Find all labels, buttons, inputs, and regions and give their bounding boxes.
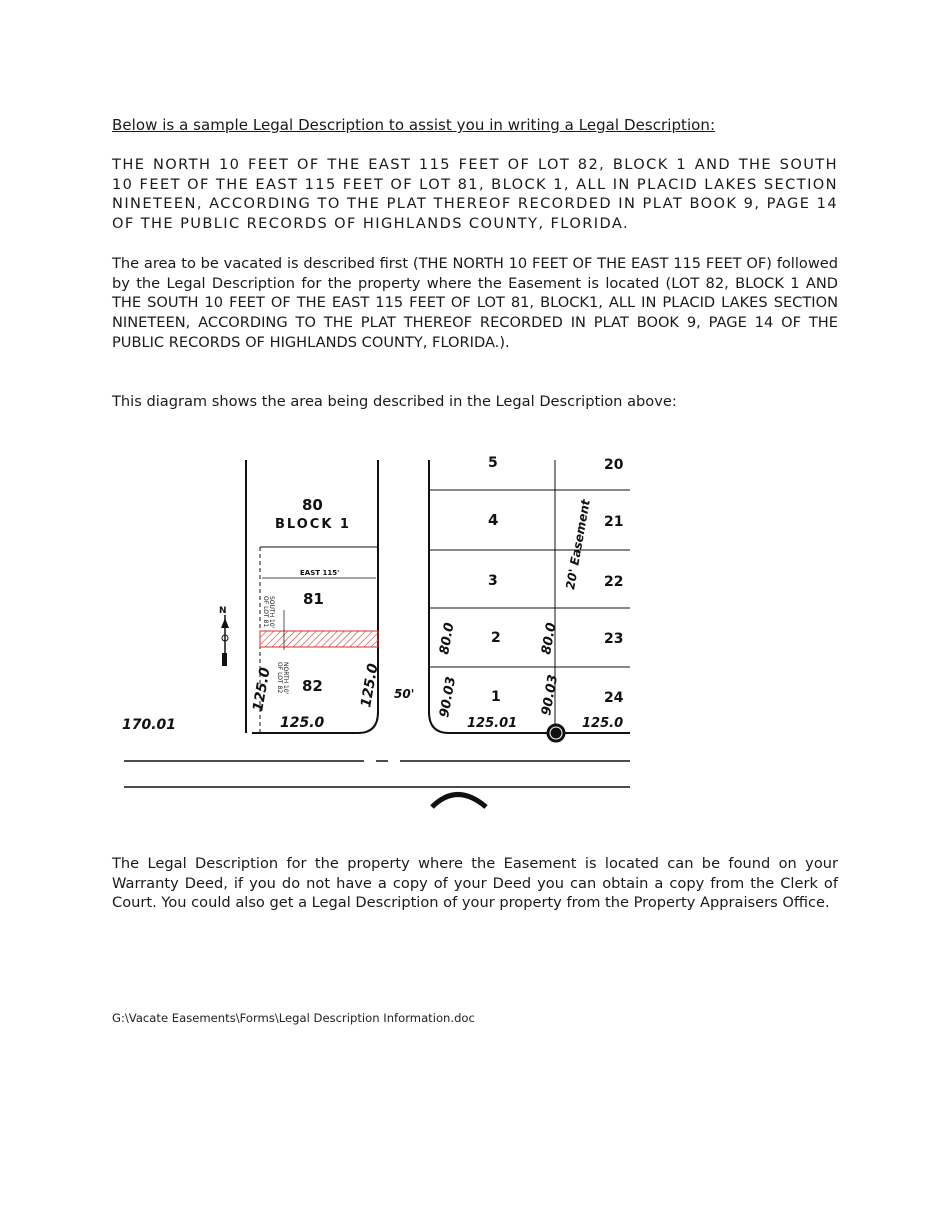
dim-80-left: 80.0	[437, 621, 458, 656]
lot-21-label: 21	[604, 514, 624, 530]
east-115-label: EAST 115'	[300, 569, 340, 577]
heading: Below is a sample Legal Description to assist you in writing a Legal Description:	[112, 116, 716, 134]
lot-1-label: 1	[491, 689, 501, 705]
south-lot81-label: OF LOT 81	[262, 596, 269, 628]
easement-label: 20' Easement	[563, 498, 593, 591]
right-dim-125: 125.0	[358, 662, 382, 709]
dim-9003-left: 90.03	[437, 675, 460, 719]
diagram-intro: This diagram shows the area being described in the Legal Description above:	[112, 393, 677, 410]
bottom-dim-12501: 125.01	[467, 716, 518, 731]
file-path-footer: G:\Vacate Easements\Forms\Legal Description Information.doc	[112, 1011, 475, 1025]
north-10-label: NORTH 10'	[282, 662, 289, 695]
bottom-dim-1250-right: 125.0	[582, 716, 624, 731]
lot-3-label: 3	[488, 573, 498, 589]
vacate-explanation: The area to be vacated is described first (THE NORTH 10 FEET OF THE EAST 115 FEET OF) followed by the Legal Description for the property where the Easement is located (LOT 82, BLOCK 1 AND THE SOUTH 10 FEET OF THE EAST 115 FEET OF LOT 81, BLOCK1, ALL IN PLACID LAKES SECTION NINETEEN, ACCORDING TO THE PLAT THEREOF RECORDED IN PLAT BOOK 9, PAGE 14 OF THE PUBLIC RECORDS OF HIGHLANDS COUNTY, FLORIDA.).	[112, 255, 838, 351]
north-arrow-label: N	[219, 606, 227, 616]
easement-area-highlight	[260, 631, 378, 647]
north-lot82-label: OF LOT 82	[276, 662, 283, 694]
dim-9003-right: 90.03	[539, 673, 562, 717]
lot-5-label: 5	[488, 455, 498, 471]
street-lines	[124, 761, 630, 787]
lot-80-label: 80	[302, 496, 323, 514]
sample-legal-description: THE NORTH 10 FEET OF THE EAST 115 FEET OF LOT 82, BLOCK 1 AND THE SOUTH 10 FEET OF THE EAST 115 FEET OF LOT 81, BLOCK 1, ALL IN PLACID LAKES SECTION NINETEEN, ACCORDING TO THE PLAT THEREOF RECORDED IN PLAT BOOK 9, PAGE 14 OF THE PUBLIC RECORDS OF HIGHLANDS COUNTY, FLORIDA.	[112, 156, 838, 233]
street-dim-170: 170.01	[122, 717, 177, 733]
lot-4-label: 4	[488, 511, 499, 529]
south-10-label: SOUTH 10'	[268, 596, 275, 629]
dim-80-right: 80.0	[539, 621, 560, 656]
block-1-label: BLOCK 1	[275, 517, 351, 532]
bottom-dim-125: 125.0	[280, 715, 325, 731]
lot-82-label: 82	[302, 677, 323, 695]
north-arrow-icon	[221, 615, 229, 666]
lot-81-label: 81	[303, 590, 324, 608]
street-width-50: 50'	[394, 687, 415, 701]
right-block-outline	[429, 460, 630, 733]
lot-22-label: 22	[604, 574, 624, 590]
lot-24-label: 24	[604, 690, 624, 706]
left-dim-125: 125.0	[250, 666, 274, 713]
plat-diagram	[122, 450, 630, 810]
cul-de-sac-arc	[432, 795, 486, 808]
lot-23-label: 23	[604, 631, 624, 647]
lot-20-label: 20	[604, 457, 624, 473]
deed-note: The Legal Description for the property where the Easement is located can be found on your Warranty Deed, if you do not have a copy of your Deed you can obtain a copy from the Clerk of Court. You could also get a Legal Description of your property from the Property Appraisers Office.	[112, 855, 838, 912]
lot-2-label: 2	[491, 630, 501, 646]
